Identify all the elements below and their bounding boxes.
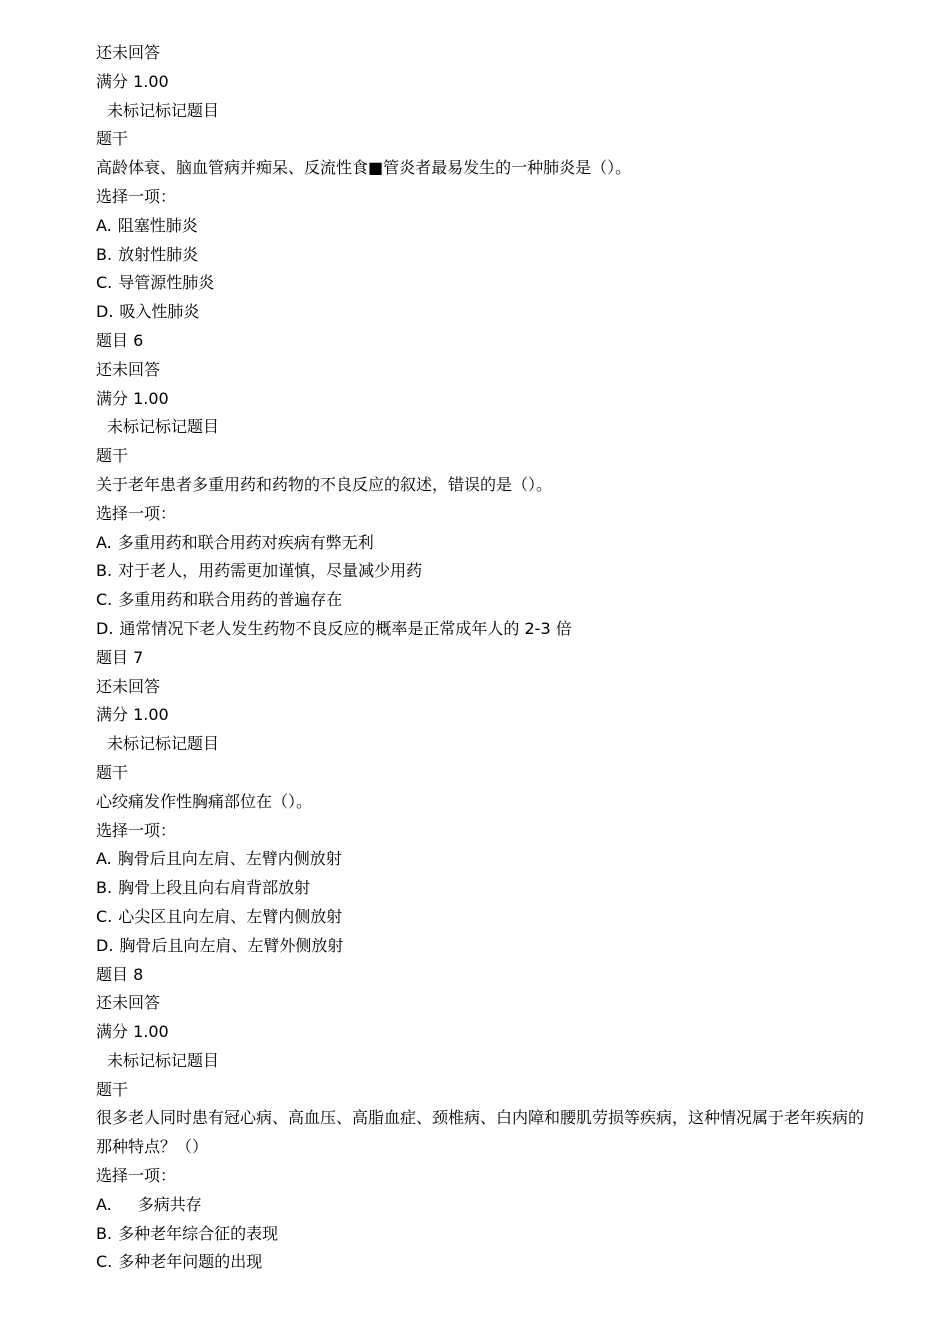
question-8-stem-label: 题干 bbox=[96, 1079, 129, 1099]
question-5-option-d[interactable] bbox=[96, 298, 876, 327]
option-text: 多重用药和联合用药的普遍存在 bbox=[118, 590, 343, 610]
question-7-option-d[interactable] bbox=[96, 932, 876, 961]
question-8-title: 题目 8 bbox=[96, 964, 144, 984]
option-text: 吸入性肺炎 bbox=[119, 302, 200, 322]
option-letter: D. bbox=[96, 618, 114, 638]
question-8-option-a[interactable] bbox=[96, 1191, 876, 1220]
question-6-status: 还未回答 bbox=[96, 359, 161, 379]
question-8-option-b[interactable] bbox=[96, 1220, 876, 1249]
question-7-title: 题目 7 bbox=[96, 647, 144, 667]
question-6-option-c[interactable] bbox=[96, 586, 876, 615]
question-6-option-d[interactable] bbox=[96, 615, 876, 644]
option-text: 导管源性肺炎 bbox=[118, 273, 215, 293]
question-6-stem: 关于老年患者多重用药和药物的不良反应的叙述，错误的是（）。 bbox=[96, 474, 553, 494]
question-7-option-c[interactable] bbox=[96, 903, 876, 932]
question-7-prompt: 选择一项： bbox=[96, 820, 177, 840]
option-letter: D. bbox=[96, 302, 114, 322]
question-5-option-c[interactable] bbox=[96, 269, 876, 298]
question-8-stem: 很多老人同时患有冠心病、高血压、高脂血症、颈椎病、白内障和腰肌劳损等疾病，这种情况属于老年疾病的那种特点？（） bbox=[96, 1108, 865, 1157]
option-text: 通常情况下老人发生药物不良反应的概率是正常成年人的 2-3 倍 bbox=[119, 618, 572, 638]
option-letter: A. bbox=[96, 849, 112, 869]
question-8-flag-toggle[interactable]: 未标记标记题目 bbox=[107, 1050, 220, 1070]
option-letter: A. bbox=[96, 215, 112, 235]
question-6-option-b[interactable] bbox=[96, 557, 876, 586]
question-6-flag-toggle[interactable]: 未标记标记题目 bbox=[107, 417, 220, 437]
option-letter: B. bbox=[96, 561, 113, 581]
option-letter: C. bbox=[96, 590, 113, 610]
question-6-title: 题目 6 bbox=[96, 330, 144, 350]
question-6-prompt: 选择一项： bbox=[96, 503, 177, 523]
option-text: 胸骨后且向左肩、左臂外侧放射 bbox=[119, 935, 344, 955]
question-8-status: 还未回答 bbox=[96, 993, 161, 1013]
question-6-option-a[interactable] bbox=[96, 529, 876, 558]
option-text: 多病共存 bbox=[137, 1194, 202, 1214]
question-7-option-a[interactable] bbox=[96, 845, 876, 874]
question-5-option-b[interactable] bbox=[96, 241, 876, 270]
question-6-stem-label: 题干 bbox=[96, 446, 129, 466]
option-letter: B. bbox=[96, 244, 113, 264]
option-text: 对于老人，用药需更加谨慎，尽量减少用药 bbox=[118, 561, 423, 581]
question-5-stem-label: 题干 bbox=[96, 129, 129, 149]
option-letter: C. bbox=[96, 273, 113, 293]
option-letter: A. bbox=[96, 1194, 112, 1214]
question-5-status: 还未回答 bbox=[96, 43, 161, 62]
question-5-score: 满分 1.00 bbox=[96, 71, 169, 91]
question-7-stem: 心绞痛发作性胸痛部位在（）。 bbox=[96, 791, 313, 811]
option-letter: A. bbox=[96, 532, 112, 552]
option-text: 多重用药和联合用药对疾病有弊无利 bbox=[117, 532, 374, 552]
option-letter: B. bbox=[96, 1223, 113, 1243]
option-text: 胸骨上段且向右肩背部放射 bbox=[118, 878, 311, 898]
question-8-score: 满分 1.00 bbox=[96, 1022, 169, 1042]
option-text: 心尖区且向左肩、左臂内侧放射 bbox=[118, 906, 343, 926]
question-8-option-c[interactable] bbox=[96, 1248, 876, 1277]
question-6-score: 满分 1.00 bbox=[96, 388, 169, 408]
question-7-stem-label: 题干 bbox=[96, 762, 129, 782]
question-5-prompt: 选择一项： bbox=[96, 186, 177, 206]
option-letter: C. bbox=[96, 1252, 113, 1272]
question-7-option-b[interactable] bbox=[96, 874, 876, 903]
option-text: 胸骨后且向左肩、左臂内侧放射 bbox=[117, 849, 342, 869]
question-7-score: 满分 1.00 bbox=[96, 705, 169, 725]
option-letter: C. bbox=[96, 906, 113, 926]
question-8-prompt: 选择一项： bbox=[96, 1166, 177, 1186]
option-letter: B. bbox=[96, 878, 113, 898]
option-text: 放射性肺炎 bbox=[118, 244, 199, 264]
option-text: 多种老年问题的出现 bbox=[118, 1252, 263, 1272]
quiz-page bbox=[96, 39, 876, 1277]
question-7-status: 还未回答 bbox=[96, 676, 161, 696]
question-5-flag-toggle[interactable]: 未标记标记题目 bbox=[107, 100, 220, 120]
question-7-flag-toggle[interactable]: 未标记标记题目 bbox=[107, 734, 220, 754]
option-text: 阻塞性肺炎 bbox=[117, 215, 198, 235]
option-text: 多种老年综合征的表现 bbox=[118, 1223, 279, 1243]
question-5-option-a[interactable] bbox=[96, 212, 876, 241]
question-5-stem: 高龄体衰、脑血管病并痴呆、反流性食■管炎者最易发生的一种肺炎是（）。 bbox=[96, 158, 632, 178]
option-letter: D. bbox=[96, 935, 114, 955]
